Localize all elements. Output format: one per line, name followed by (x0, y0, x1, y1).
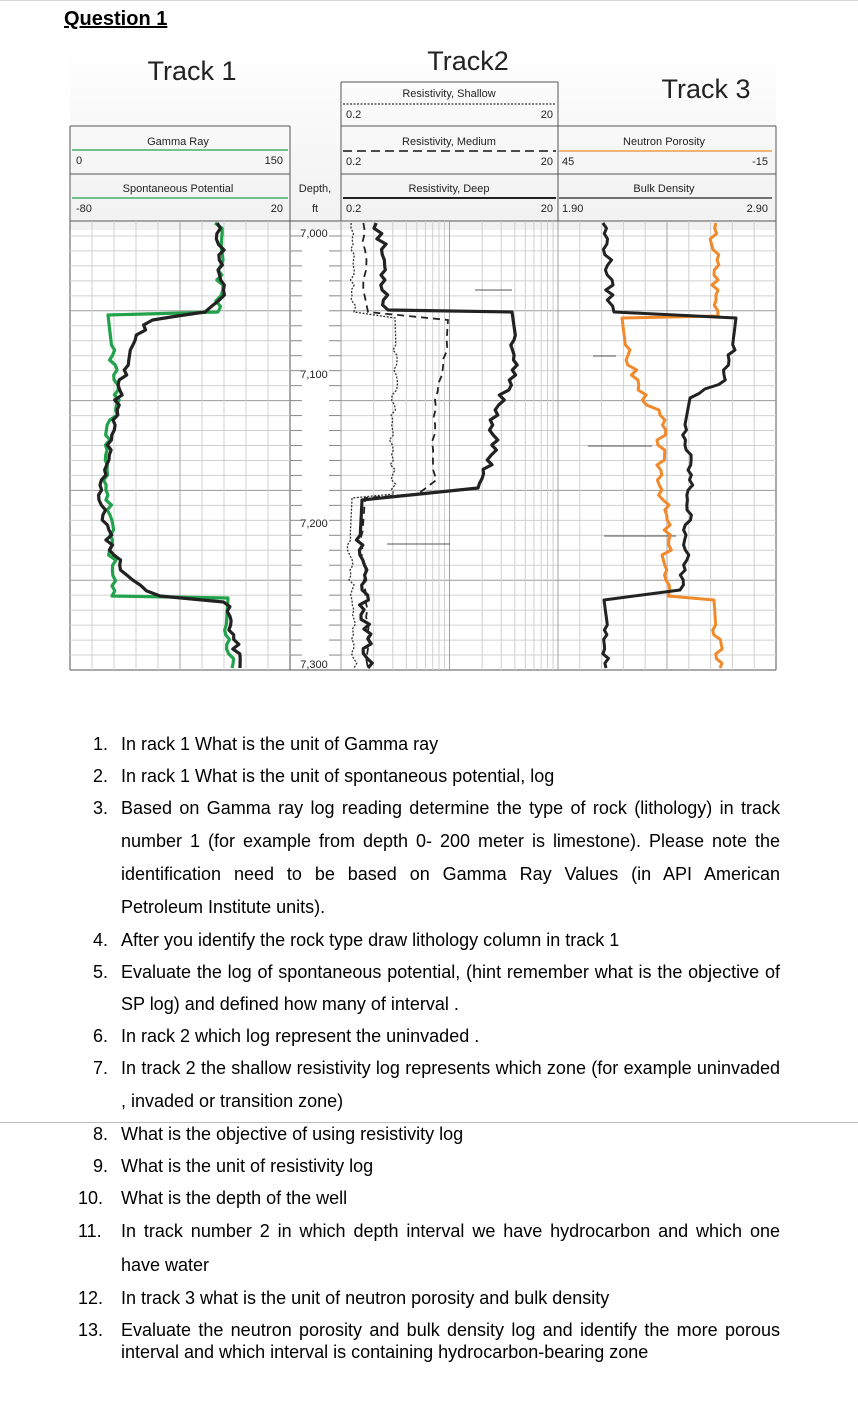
question-number: 4. (93, 930, 109, 950)
question-number: 13. (78, 1320, 104, 1340)
question-item (78, 1319, 780, 1363)
bulk-density-min: 1.90 (562, 203, 584, 215)
bulk-density-label: Bulk Density (633, 183, 695, 195)
question-text: In rack 1 What is the unit of spontaneous potential, log (121, 766, 555, 786)
question-text: In track number 2 in which depth interval we have hydrocarbon and which one have water (121, 1221, 780, 1275)
question-text: What is the depth of the well (121, 1188, 348, 1208)
question-text: Evaluate the neutron porosity and bulk density log and identify the more porous interval and which interval is containing hydrocarbon-bearing zone (121, 1320, 780, 1362)
gamma-ray-min: 0 (76, 155, 83, 167)
depth-label: Depth, (298, 183, 332, 195)
question-number: 10. (78, 1188, 104, 1208)
gamma-ray-max: 150 (264, 155, 283, 167)
question-text: In track 3 what is the unit of neutron porosity and bulk density (121, 1288, 610, 1308)
track-3-title: Track 3 (661, 74, 751, 104)
sp-max: 20 (270, 203, 283, 215)
resistivity-shallow-label: Resistivity, Shallow (402, 88, 496, 100)
question-item (78, 956, 780, 1020)
question-text: After you identify the rock type draw lithology column in track 1 (121, 930, 620, 950)
resistivity-deep-max: 20 (540, 203, 553, 215)
question-text: What is the unit of resistivity log (121, 1156, 374, 1176)
sp-label: Spontaneous Potential (122, 183, 234, 195)
question-text: In track 2 the shallow resistivity log represents which zone (for example uninvaded , invaded or transition zone) (121, 1058, 780, 1111)
question-text: In rack 2 which log represent the uninvaded . (121, 1026, 480, 1046)
question-number: 2. (93, 766, 109, 786)
resistivity-medium-label: Resistivity, Medium (402, 136, 496, 148)
question-list (78, 728, 780, 1363)
depth-tick-7000: 7,000 (300, 228, 328, 240)
question-item (78, 1020, 780, 1052)
question-item (78, 728, 780, 760)
depth-tick-7100: 7,100 (300, 369, 328, 381)
question-number: 6. (93, 1026, 109, 1046)
question-text: Based on Gamma ray log reading determine the type of rock (lithology) in track number 1 (for example from depth 0- 200 meter is limestone). Please note the identification need to be based on Gamma Ray Values (in API American Petroleum Institute units). (121, 798, 780, 917)
resistivity-medium-max: 20 (540, 156, 553, 168)
depth-tick-7300: 7,300 (300, 659, 328, 671)
well-log-chart (0, 40, 858, 680)
question-item (78, 1052, 780, 1118)
question-item (78, 760, 780, 792)
depth-ticks (300, 228, 328, 671)
gamma-ray-label: Gamma Ray (147, 136, 209, 148)
sp-min: -80 (76, 203, 92, 215)
question-number: 7. (93, 1058, 109, 1078)
question-text: What is the objective of using resistivity log (121, 1124, 464, 1144)
neutron-porosity-max: -15 (752, 156, 768, 168)
neutron-porosity-label: Neutron Porosity (623, 136, 705, 148)
resistivity-shallow-min: 0.2 (346, 109, 362, 121)
resistivity-deep-label: Resistivity, Deep (408, 183, 490, 195)
question-item (78, 1214, 780, 1282)
depth-unit: ft (311, 203, 319, 215)
question-number: 1. (93, 734, 109, 754)
track-1-title: Track 1 (147, 56, 237, 86)
question-number: 3. (93, 798, 109, 818)
page-divider (0, 1122, 858, 1123)
resistivity-shallow-max: 20 (540, 109, 553, 121)
depth-tick-7200: 7,200 (300, 518, 328, 530)
question-number: 5. (93, 962, 109, 982)
question-number: 8. (93, 1124, 109, 1144)
log-grid (70, 221, 776, 670)
neutron-porosity-min: 45 (562, 156, 575, 168)
question-item (78, 1150, 780, 1182)
question-title: Question 1 (64, 8, 168, 30)
track-2-title: Track2 (427, 46, 509, 76)
question-number: 9. (93, 1156, 109, 1176)
question-item (78, 924, 780, 956)
well-log-figure (0, 40, 858, 680)
resistivity-medium-min: 0.2 (346, 156, 362, 168)
question-item (78, 1282, 780, 1314)
question-item (78, 792, 780, 924)
annotation-markers (387, 290, 676, 544)
resistivity-deep-min: 0.2 (346, 203, 362, 215)
question-text: Evaluate the log of spontaneous potential, (hint remember what is the objective of SP log) and defined how many of interval . (121, 962, 780, 1014)
top-rule (0, 0, 858, 1)
question-text: In rack 1 What is the unit of Gamma ray (121, 734, 439, 754)
question-item (78, 1182, 780, 1214)
bulk-density-max: 2.90 (746, 203, 768, 215)
question-number: 11. (78, 1221, 102, 1241)
question-number: 12. (78, 1288, 104, 1308)
